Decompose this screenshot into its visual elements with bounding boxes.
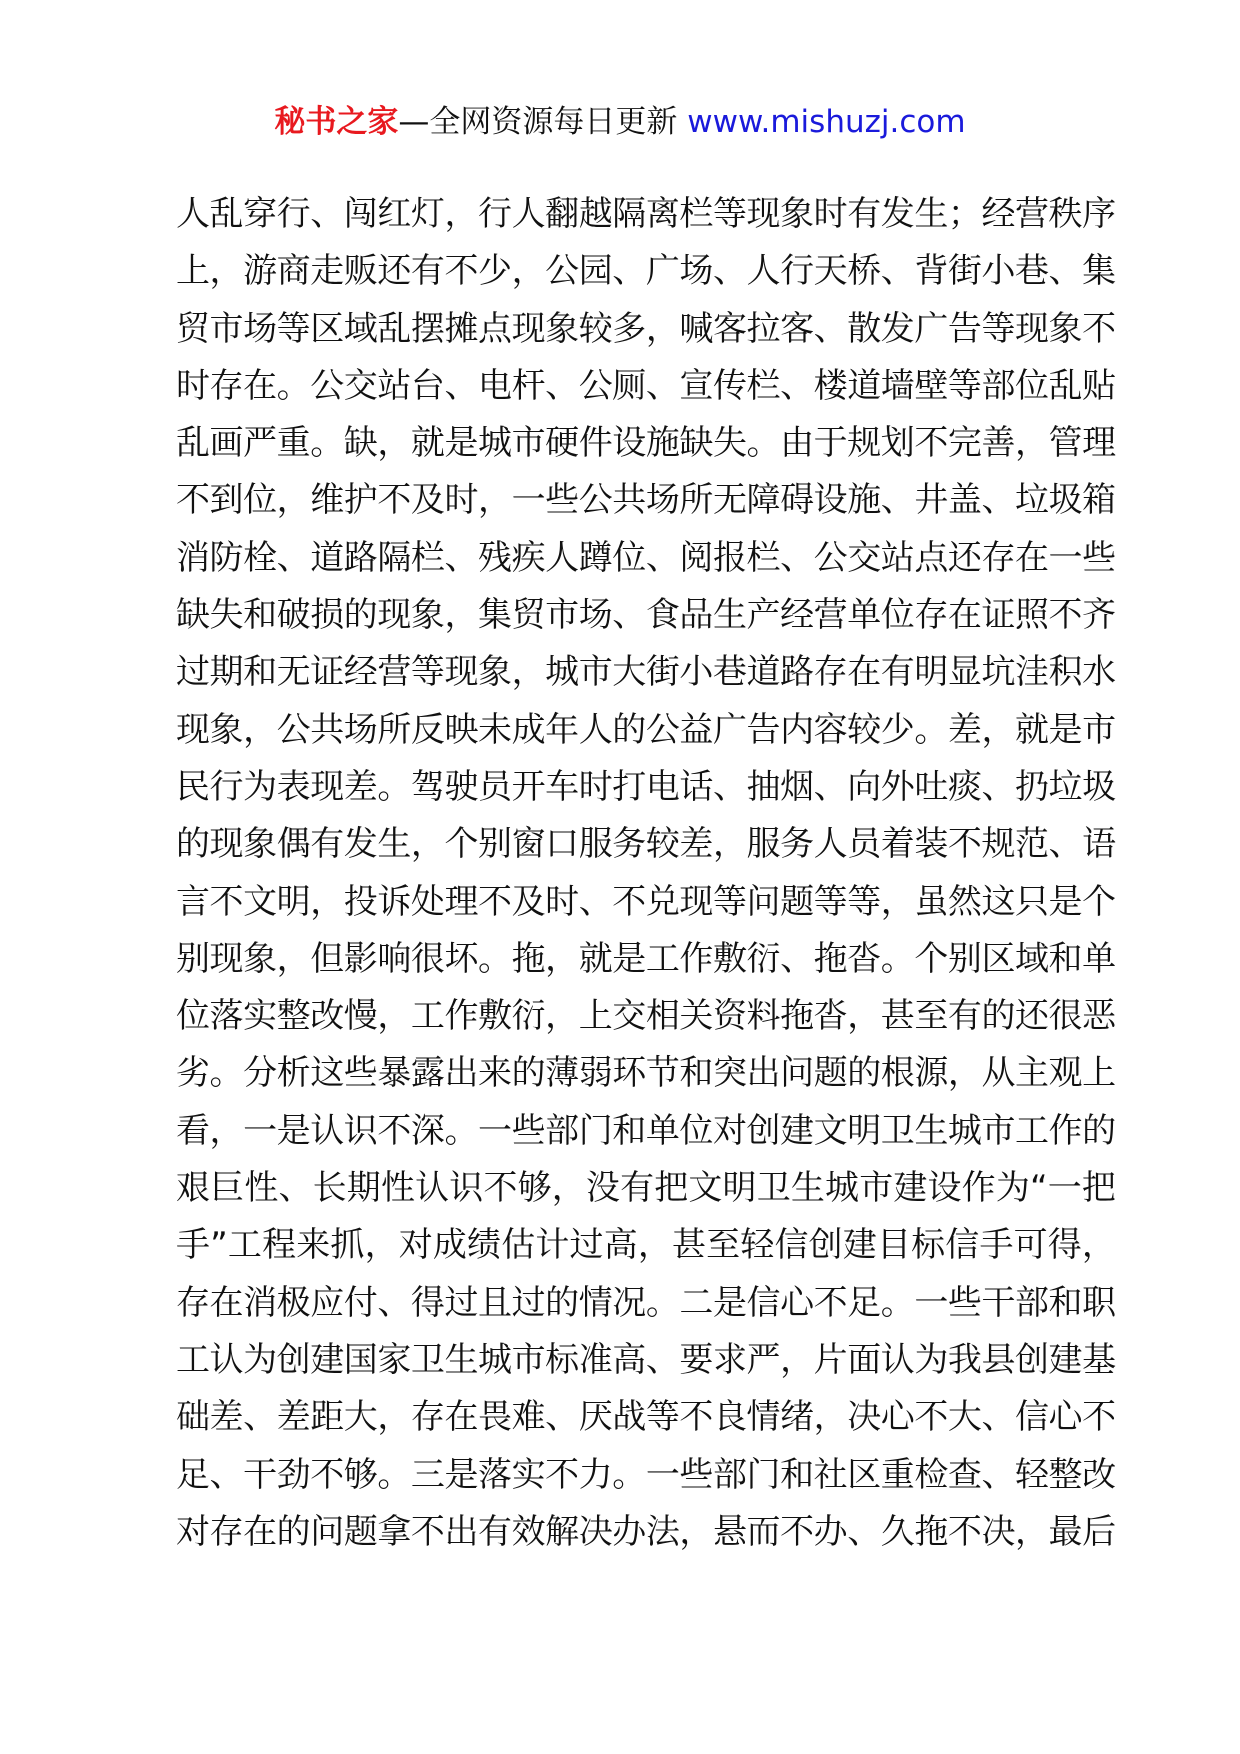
text-line: 工认为创建国家卫生城市标准高、要求严，片面认为我县创建基 [176, 1339, 1116, 1380]
brand-name: 秘书之家 [274, 104, 399, 140]
text-line: 别现象，但影响很坏。拖，就是工作敷衍、拖沓。个别区域和单 [176, 938, 1116, 979]
text-line: 过期和无证经营等现象，城市大街小巷道路存在有明显坑洼积水 [176, 652, 1116, 693]
text-line: 不到位，维护不及时，一些公共场所无障碍设施、井盖、垃圾箱 [176, 480, 1116, 521]
body-text [176, 186, 1116, 1561]
text-line: 消防栓、道路隔栏、残疾人蹲位、阅报栏、公交站点还存在一些 [176, 537, 1116, 578]
text-line: 看，一是认识不深。一些部门和单位对创建文明卫生城市工作的 [176, 1110, 1116, 1151]
text-line: 足、干劲不够。三是落实不力。一些部门和社区重检查、轻整改 [176, 1454, 1116, 1495]
text-line: 时存在。公交站台、电杆、公厕、宣传栏、楼道墙壁等部位乱贴 [176, 365, 1116, 406]
website-link[interactable]: www.mishuzj.com [687, 104, 966, 140]
text-line: 位落实整改慢，工作敷衍，上交相关资料拖沓，甚至有的还很恶 [176, 996, 1116, 1037]
text-line: 对存在的问题拿不出有效解决办法，悬而不办、久拖不决，最后 [176, 1511, 1116, 1552]
text-line: 劣。分析这些暴露出来的薄弱环节和突出问题的根源，从主观上 [176, 1053, 1116, 1094]
text-line: 现象，公共场所反映未成年人的公益广告内容较少。差，就是市 [176, 709, 1116, 750]
page-header [0, 100, 1240, 144]
text-line: 缺失和破损的现象，集贸市场、食品生产经营单位存在证照不齐 [176, 595, 1116, 636]
text-line: 手”工程来抓，对成绩估计过高，甚至轻信创建目标信手可得， [176, 1225, 1117, 1266]
text-line: 的现象偶有发生，个别窗口服务较差，服务人员着装不规范、语 [176, 824, 1116, 865]
text-line: 人乱穿行、闯红灯，行人翻越隔离栏等现象时有发生；经营秩序 [176, 194, 1116, 234]
text-line: 言不文明，投诉处理不及时、不兑现等问题等等，虽然这只是个 [176, 881, 1116, 922]
text-line: 贸市场等区域乱摆摊点现象较多，喊客拉客、散发广告等现象不 [176, 308, 1116, 349]
text-line: 乱画严重。缺，就是城市硬件设施缺失。由于规划不完善，管理 [176, 423, 1116, 464]
text-line: 艰巨性、长期性认识不够，没有把文明卫生城市建设作为“一把 [176, 1168, 1117, 1209]
text-line: 存在消极应付、得过且过的情况。二是信心不足。一些干部和职 [176, 1282, 1116, 1323]
header-tagline: —全网资源每日更新 [398, 104, 678, 140]
text-line: 上，游商走贩还有不少，公园、广场、人行天桥、背街小巷、集 [176, 251, 1116, 292]
text-line: 民行为表现差。驾驶员开车时打电话、抽烟、向外吐痰、扔垃圾 [176, 766, 1116, 807]
text-line: 础差、差距大，存在畏难、厌战等不良情绪，决心不大、信心不 [176, 1397, 1116, 1438]
